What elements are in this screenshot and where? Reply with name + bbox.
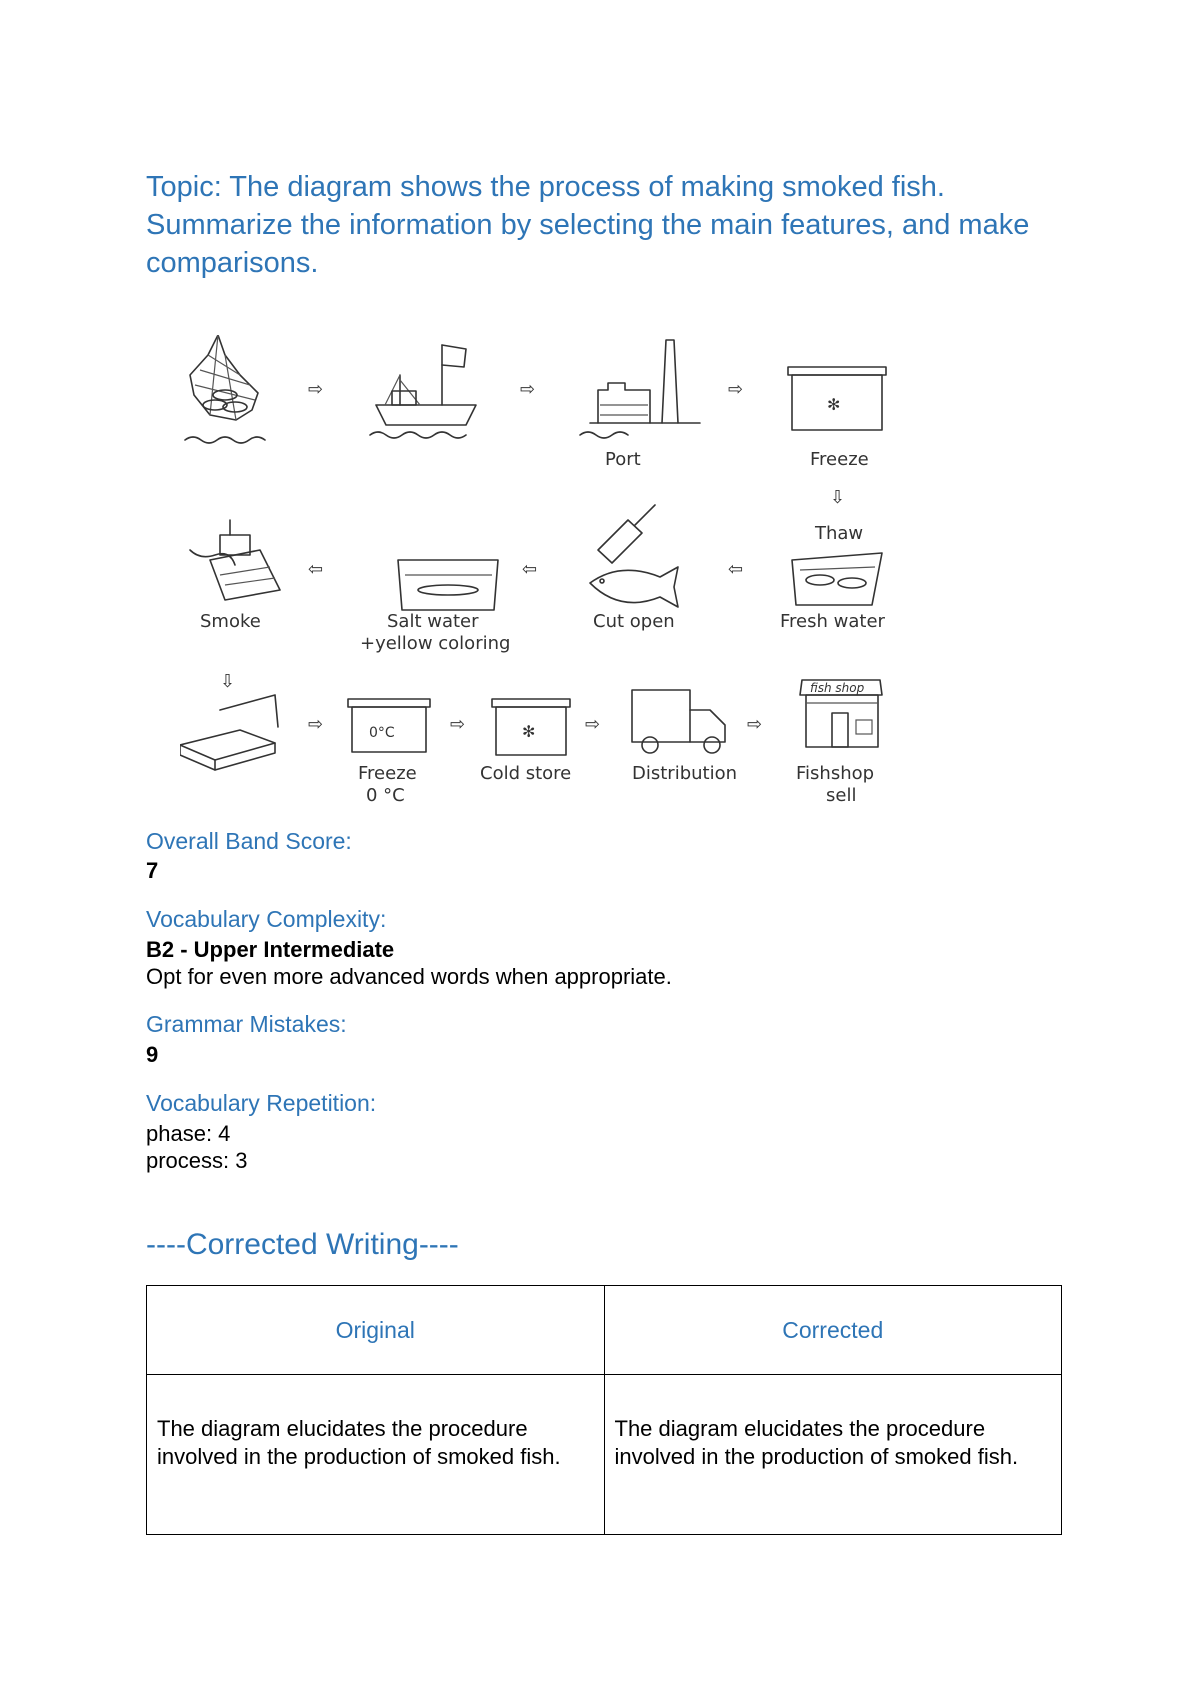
label-yellow-coloring: +yellow coloring [360,633,511,654]
cold-store-icon [492,699,570,755]
fishing-net-icon [185,335,265,443]
shop-sign: fish shop [810,681,865,695]
label-salt-water: Salt water [387,611,479,632]
arrow-right-icon: ⇨ [747,714,763,735]
arrow-right-icon: ⇨ [308,714,324,735]
vocab-repetition-item: phase: 4 [146,1121,231,1146]
freezer-temp-label: 0°C [369,725,395,741]
column-header-corrected: Corrected [604,1286,1062,1375]
label-cut-open: Cut open [593,611,675,632]
overall-band-value: 7 [146,858,159,883]
label-port: Port [605,449,641,470]
fresh-water-tank-icon [792,553,882,605]
fishing-boat-icon [370,345,476,438]
arrow-left-icon: ⇦ [522,559,538,580]
label-thaw: Thaw [815,523,864,544]
arrow-right-icon: ⇨ [450,714,466,735]
cleaver-and-fish-icon [590,505,678,607]
corrected-writing-table [146,1285,1062,1535]
arrow-right-icon: ⇨ [308,379,324,400]
label-fishshop: Fishshop [796,763,875,784]
snowflake-icon: ✻ [827,395,841,414]
port-icon [580,340,700,438]
topic-heading: Topic: The diagram shows the process of making smoked fish. Summarize the information by selecting the main features, and make comparisons. [146,171,1030,279]
label-zero-celsius: 0 °C [366,785,405,806]
vocab-repetition-item: process: 3 [146,1148,248,1173]
grammar-mistakes-value: 9 [146,1042,159,1067]
freezer-icon [348,699,430,752]
vocab-complexity-label: Vocabulary Complexity: [146,906,387,932]
label-distribution: Distribution [632,763,738,784]
arrow-right-icon: ⇨ [728,379,744,400]
vocab-repetition-label: Vocabulary Repetition: [146,1090,377,1116]
vocab-complexity-level: B2 - Upper Intermediate [146,937,395,962]
corrected-writing-heading: ----Corrected Writing---- [146,1228,459,1261]
freezer-icon [788,367,886,430]
vocab-complexity-advice: Opt for even more advanced words when appropriate. [146,964,672,989]
overall-band-label: Overall Band Score: [146,828,352,854]
salt-water-tub-icon [398,560,498,610]
delivery-truck-icon [632,690,725,753]
smoking-rack-icon [190,520,280,600]
column-header-original: Original [147,1286,605,1375]
grammar-mistakes-label: Grammar Mistakes: [146,1011,347,1037]
table-header-row [147,1286,1062,1375]
arrow-down-icon: ⇩ [830,487,846,508]
arrow-right-icon: ⇨ [520,379,536,400]
fish-shop-icon [800,680,882,747]
original-text-cell: The diagram elucidates the procedure involved in the production of smoked fish. [147,1375,605,1535]
arrow-left-icon: ⇦ [308,559,324,580]
snowflake-icon: ✻ [522,722,536,741]
table-row [147,1375,1062,1535]
corrected-text-cell: The diagram elucidates the procedure involved in the production of smoked fish. [604,1375,1062,1535]
arrow-down-icon: ⇩ [220,671,236,692]
label-cold-store: Cold store [480,763,572,784]
smoked-fish-process-diagram [180,335,920,815]
label-freeze: Freeze [810,449,869,470]
label-sell: sell [826,785,857,806]
label-freeze-2: Freeze [358,763,417,784]
arrow-right-icon: ⇨ [585,714,601,735]
label-fresh-water: Fresh water [780,611,885,632]
label-smoke: Smoke [200,611,261,632]
arrow-left-icon: ⇦ [728,559,744,580]
packing-box-icon [180,695,278,770]
